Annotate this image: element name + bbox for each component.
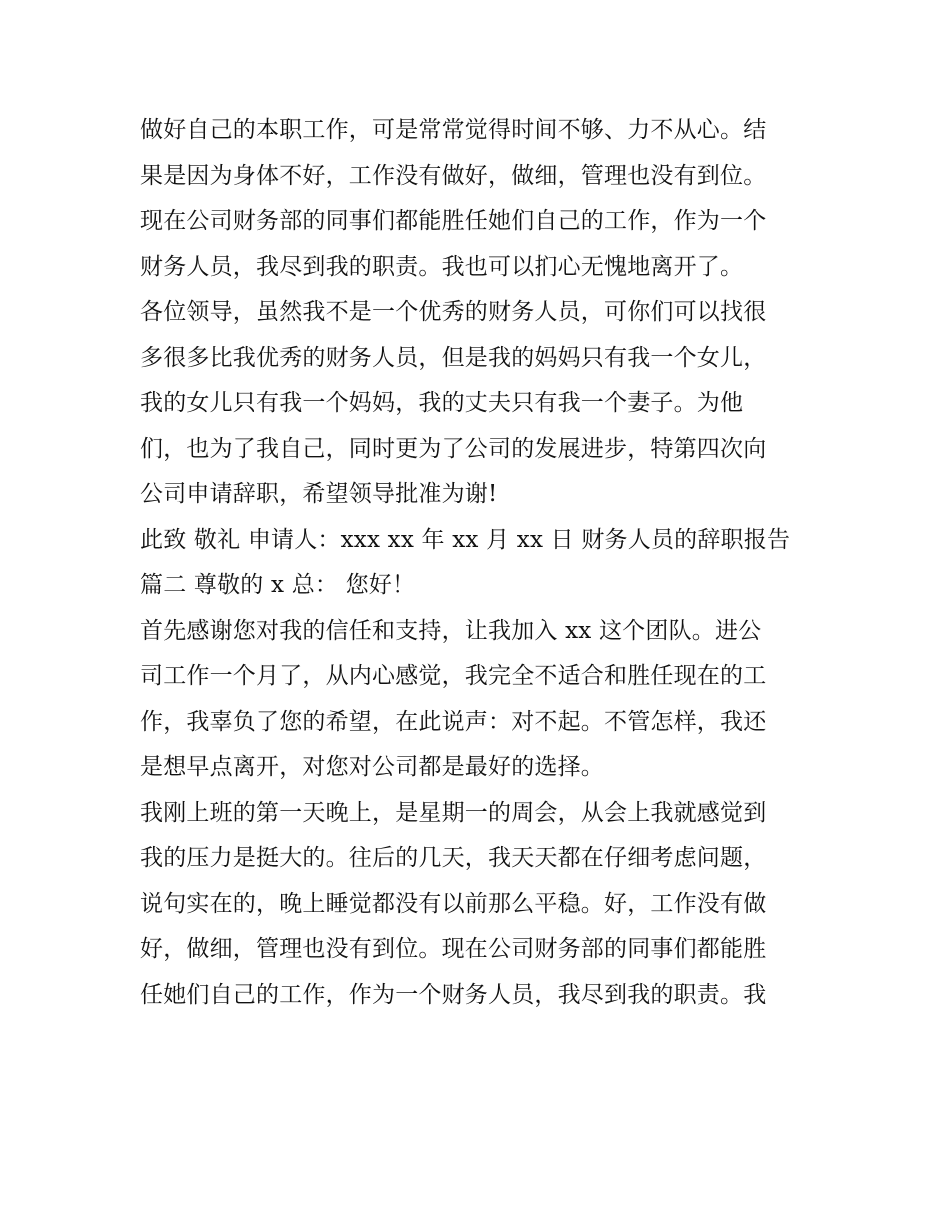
- text-line: 是想早点离开，对您对公司都是最好的选择。: [140, 754, 604, 780]
- text-line: 篇二 尊敬的 x 总： 您好！: [140, 572, 416, 598]
- text-line: 首先感谢您对我的信任和支持，让我加入 xx 这个团队。进公: [140, 617, 762, 644]
- text-line: 做好自己的本职工作，可是常常觉得时间不够、力不从心。结: [140, 117, 767, 143]
- text-line: 们，也为了我自己，同时更为了公司的发展进步，特第四次向: [140, 435, 767, 462]
- text-line: 各位领导，虽然我不是一个优秀的财务人员，可你们可以找很: [140, 299, 767, 325]
- text-line: 我的压力是挺大的。往后的几天，我天天都在仔细考虑问题，: [140, 845, 767, 871]
- text-line: 此致 敬礼 申请人：xxx xx 年 xx 月 xx 日 财务人员的辞职报告: [140, 526, 791, 553]
- text-line: 果是因为身体不好，工作没有做好，做细，管理也没有到位。: [140, 162, 767, 189]
- text-line: 任她们自己的工作，作为一个财务人员，我尽到我的职责。我: [140, 981, 767, 1008]
- text-line: 财务人员，我尽到我的职责。我也可以扪心无愧地离开了。: [140, 253, 744, 280]
- text-line: 现在公司财务部的同事们都能胜任她们自己的工作，作为一个: [140, 208, 767, 234]
- text-line: 好，做细，管理也没有到位。现在公司财务部的同事们都能胜: [140, 936, 767, 962]
- text-line: 司工作一个月了，从内心感觉，我完全不适合和胜任现在的工: [140, 663, 767, 689]
- text-line: 说句实在的，晚上睡觉都没有以前那么平稳。好，工作没有做: [140, 890, 767, 917]
- document-body: [140, 108, 820, 1018]
- text-line: 我刚上班的第一天晚上，是星期一的周会，从会上我就感觉到: [140, 799, 767, 826]
- text-line: 我的女儿只有我一个妈妈，我的丈夫只有我一个妻子。为他: [140, 390, 744, 416]
- text-line: 多很多比我优秀的财务人员，但是我的妈妈只有我一个女儿，: [140, 344, 767, 371]
- text-line: 作，我辜负了您的希望，在此说声：对不起。不管怎样，我还: [140, 708, 767, 735]
- text-line: 公司申请辞职，希望领导批准为谢!: [140, 481, 498, 507]
